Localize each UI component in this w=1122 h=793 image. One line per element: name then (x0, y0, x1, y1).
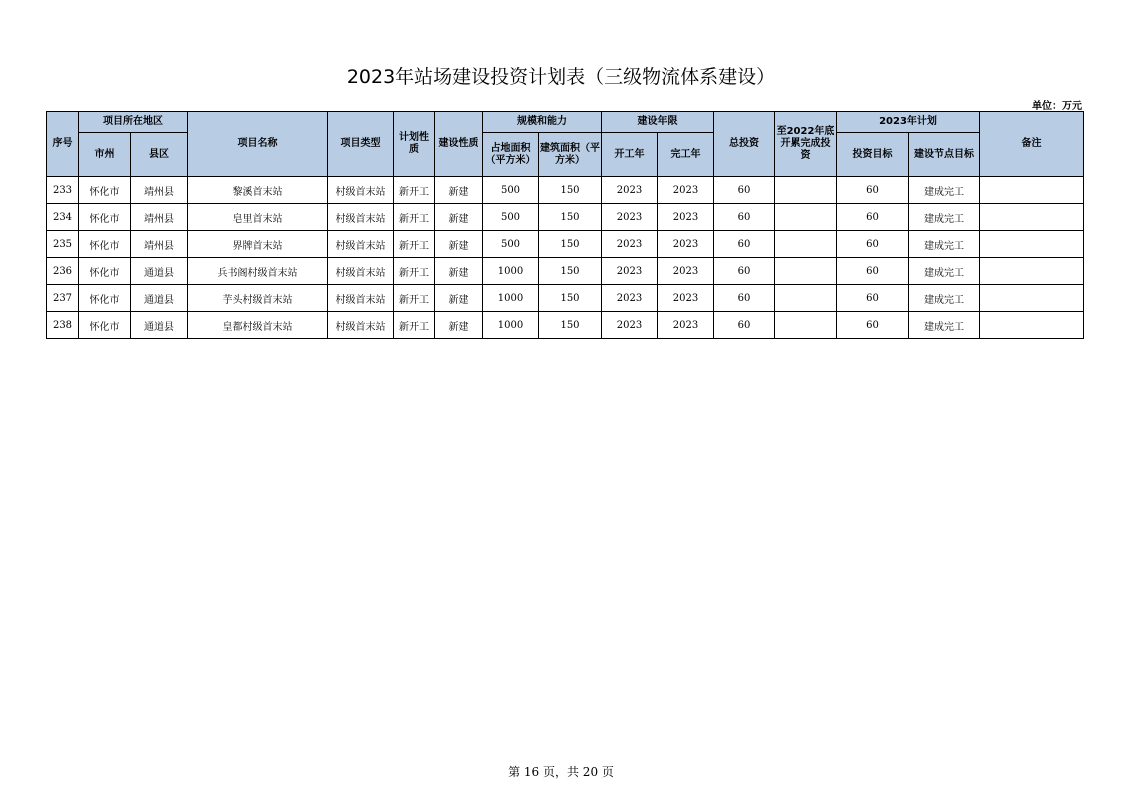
header-remark: 备注 (980, 112, 1084, 177)
cell-seq: 236 (47, 258, 79, 285)
header-seq: 序号 (47, 112, 79, 177)
header-node-target: 建设节点目标 (909, 133, 980, 177)
cell-done-invest (775, 231, 837, 258)
cell-done-invest (775, 204, 837, 231)
cell-land-area: 500 (483, 204, 539, 231)
header-city: 市州 (79, 133, 131, 177)
cell-remark (980, 312, 1084, 339)
cell-invest-target: 60 (837, 204, 909, 231)
cell-start-year: 2023 (602, 285, 658, 312)
cell-start-year: 2023 (602, 204, 658, 231)
cell-build-nature: 新建 (435, 285, 483, 312)
cell-invest-target: 60 (837, 258, 909, 285)
cell-remark (980, 204, 1084, 231)
cell-seq: 234 (47, 204, 79, 231)
header-start-year: 开工年 (602, 133, 658, 177)
cell-total-invest: 60 (714, 177, 775, 204)
table-row (47, 285, 1084, 312)
cell-end-year: 2023 (658, 204, 714, 231)
cell-county: 通道县 (131, 285, 188, 312)
cell-type: 村级首末站 (328, 285, 394, 312)
cell-city: 怀化市 (79, 285, 131, 312)
cell-start-year: 2023 (602, 312, 658, 339)
cell-type: 村级首末站 (328, 204, 394, 231)
table-row (47, 231, 1084, 258)
cell-total-invest: 60 (714, 204, 775, 231)
cell-node-target: 建成完工 (909, 312, 980, 339)
cell-build-nature: 新建 (435, 312, 483, 339)
cell-city: 怀化市 (79, 258, 131, 285)
cell-build-area: 150 (539, 231, 602, 258)
header-period: 建设年限 (602, 112, 714, 133)
cell-remark (980, 231, 1084, 258)
cell-name: 芋头村级首末站 (188, 285, 328, 312)
cell-end-year: 2023 (658, 177, 714, 204)
cell-build-area: 150 (539, 258, 602, 285)
cell-land-area: 500 (483, 231, 539, 258)
cell-build-area: 150 (539, 177, 602, 204)
cell-seq: 238 (47, 312, 79, 339)
header-build-nature: 建设性质 (435, 112, 483, 177)
cell-land-area: 1000 (483, 312, 539, 339)
cell-city: 怀化市 (79, 177, 131, 204)
cell-total-invest: 60 (714, 258, 775, 285)
cell-remark (980, 285, 1084, 312)
cell-seq: 233 (47, 177, 79, 204)
cell-city: 怀化市 (79, 231, 131, 258)
header-county: 县区 (131, 133, 188, 177)
cell-county: 通道县 (131, 258, 188, 285)
cell-invest-target: 60 (837, 231, 909, 258)
cell-name: 界牌首末站 (188, 231, 328, 258)
header-end-year: 完工年 (658, 133, 714, 177)
cell-done-invest (775, 258, 837, 285)
cell-name: 皇都村级首末站 (188, 312, 328, 339)
cell-node-target: 建成完工 (909, 285, 980, 312)
cell-build-nature: 新建 (435, 177, 483, 204)
cell-build-nature: 新建 (435, 231, 483, 258)
header-plan-nature: 计划性质 (394, 112, 435, 177)
cell-done-invest (775, 285, 837, 312)
cell-county: 靖州县 (131, 177, 188, 204)
table-row (47, 204, 1084, 231)
cell-end-year: 2023 (658, 285, 714, 312)
header-build-area: 建筑面积（平方米） (539, 133, 602, 177)
cell-invest-target: 60 (837, 285, 909, 312)
cell-county: 通道县 (131, 312, 188, 339)
cell-invest-target: 60 (837, 177, 909, 204)
cell-land-area: 1000 (483, 285, 539, 312)
page-title: 2023年站场建设投资计划表（三级物流体系建设） (346, 66, 776, 88)
cell-type: 村级首末站 (328, 312, 394, 339)
page-number: 第 16 页，共 20 页 (508, 765, 614, 779)
cell-build-area: 150 (539, 204, 602, 231)
cell-county: 靖州县 (131, 231, 188, 258)
cell-node-target: 建成完工 (909, 258, 980, 285)
cell-build-area: 150 (539, 312, 602, 339)
cell-city: 怀化市 (79, 204, 131, 231)
cell-total-invest: 60 (714, 312, 775, 339)
cell-type: 村级首末站 (328, 258, 394, 285)
cell-city: 怀化市 (79, 312, 131, 339)
header-done-invest: 至2022年底开累完成投资 (775, 112, 837, 177)
table-body (47, 177, 1084, 339)
cell-start-year: 2023 (602, 177, 658, 204)
cell-end-year: 2023 (658, 312, 714, 339)
cell-start-year: 2023 (602, 258, 658, 285)
investment-plan-table (46, 111, 1084, 339)
cell-node-target: 建成完工 (909, 177, 980, 204)
header-type: 项目类型 (328, 112, 394, 177)
cell-seq: 237 (47, 285, 79, 312)
cell-total-invest: 60 (714, 231, 775, 258)
cell-invest-target: 60 (837, 312, 909, 339)
header-invest-target: 投资目标 (837, 133, 909, 177)
cell-seq: 235 (47, 231, 79, 258)
cell-land-area: 1000 (483, 258, 539, 285)
cell-plan-nature: 新开工 (394, 258, 435, 285)
cell-type: 村级首末站 (328, 177, 394, 204)
cell-land-area: 500 (483, 177, 539, 204)
cell-build-nature: 新建 (435, 204, 483, 231)
cell-remark (980, 177, 1084, 204)
table-row (47, 312, 1084, 339)
cell-plan-nature: 新开工 (394, 285, 435, 312)
cell-total-invest: 60 (714, 285, 775, 312)
cell-build-nature: 新建 (435, 258, 483, 285)
cell-plan-nature: 新开工 (394, 231, 435, 258)
header-land-area: 占地面积（平方米） (483, 133, 539, 177)
cell-county: 靖州县 (131, 204, 188, 231)
cell-remark (980, 258, 1084, 285)
header-total-invest: 总投资 (714, 112, 775, 177)
table-row (47, 177, 1084, 204)
cell-name: 黎溪首末站 (188, 177, 328, 204)
cell-name: 皂里首末站 (188, 204, 328, 231)
header-scale: 规模和能力 (483, 112, 602, 133)
cell-type: 村级首末站 (328, 231, 394, 258)
cell-done-invest (775, 177, 837, 204)
cell-name: 兵书阁村级首末站 (188, 258, 328, 285)
cell-node-target: 建成完工 (909, 231, 980, 258)
table-row (47, 258, 1084, 285)
cell-plan-nature: 新开工 (394, 204, 435, 231)
header-plan2023: 2023年计划 (837, 112, 980, 133)
cell-plan-nature: 新开工 (394, 312, 435, 339)
header-name: 项目名称 (188, 112, 328, 177)
header-region: 项目所在地区 (79, 112, 188, 133)
unit-label: 单位：万元 (1032, 101, 1082, 112)
cell-plan-nature: 新开工 (394, 177, 435, 204)
cell-end-year: 2023 (658, 231, 714, 258)
cell-end-year: 2023 (658, 258, 714, 285)
cell-build-area: 150 (539, 285, 602, 312)
cell-node-target: 建成完工 (909, 204, 980, 231)
cell-start-year: 2023 (602, 231, 658, 258)
cell-done-invest (775, 312, 837, 339)
